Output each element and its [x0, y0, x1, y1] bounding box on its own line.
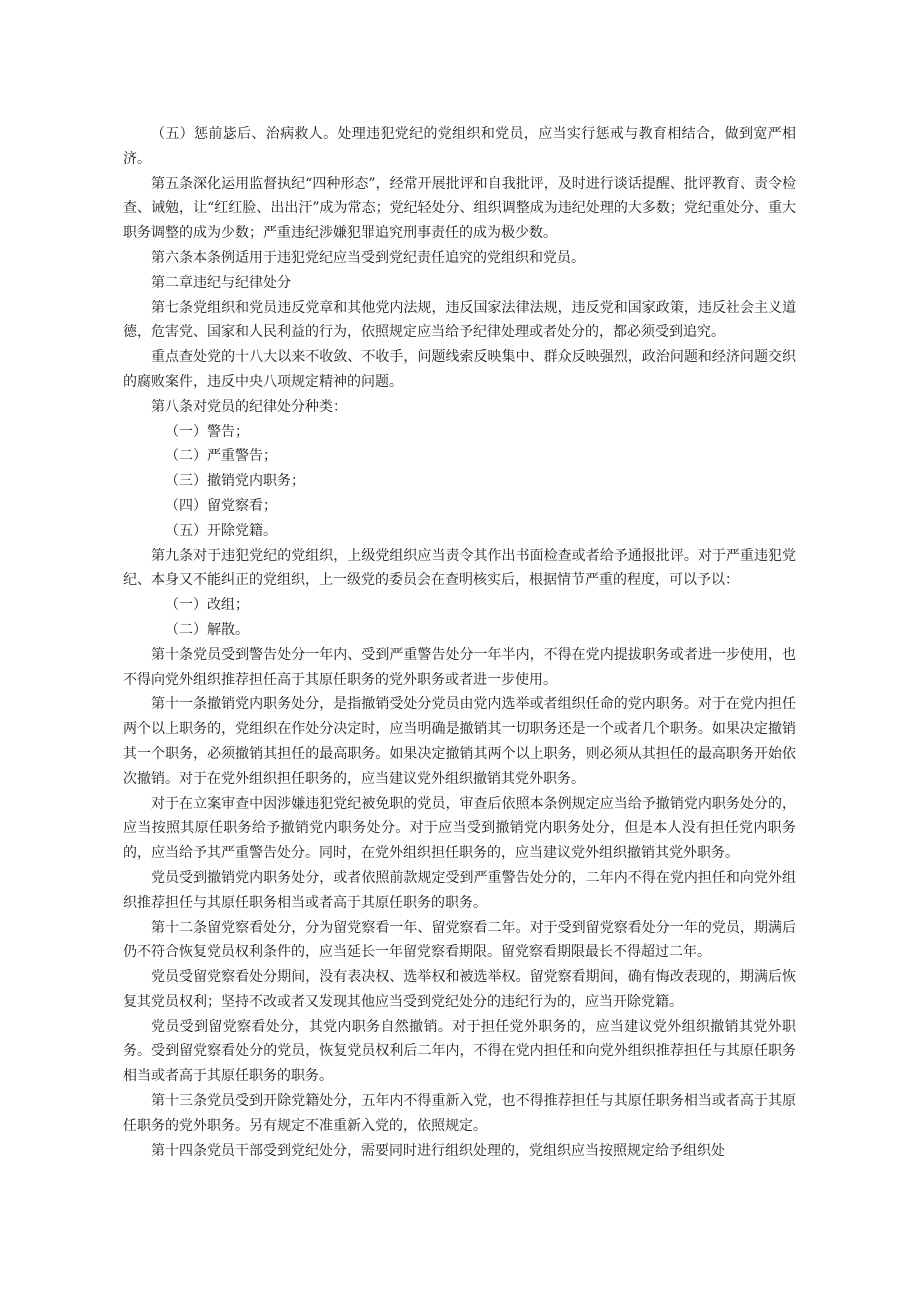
paragraph: 重点查处党的十八大以来不收敛、不收手，问题线索反映集中、群众反映强烈，政治问题和经济问题交织的腐败案件，违反中央八项规定精神的问题。 [123, 349, 796, 390]
paragraph: 党员受留党察看处分期间，没有表决权、选举权和被选举权。留党察看期间，确有悔改表现的，期满后恢复其党员权利；坚持不改或者又发现其他应当受到党纪处分的违纪行为的，应当开除党籍。 [123, 969, 796, 1010]
paragraph: 党员受到留党察看处分，其党内职务自然撤销。对于担任党外职务的，应当建议党外组织撤销其党外职务。受到留党察看处分的党员，恢复党员权利后二年内，不得在党内担任和向党外组织推荐担任与其原任职务相当或者高于其原任职务的职务。 [123, 1018, 796, 1085]
paragraph: 第十一条撤销党内职务处分，是指撤销受处分党员由党内选举或者组织任命的党内职务。对于在党内担任两个以上职务的，党组织在作处分决定时，应当明确是撤销其一切职务还是一个或者几个职务。如果决定撤销其一个职务，必须撤销其担任的最高职务。如果决定撤销其两个以上职务，则必须从其担任的最高职务开始依次撤销。对于在党外组织担任职务的，应当建议党外组织撤销其党外职务。 [123, 696, 796, 787]
paragraph: 第七条党组织和党员违反党章和其他党内法规，违反国家法律法规，违反党和国家政策，违反社会主义道德，危害党、国家和人民利益的行为，依照规定应当给予纪律处理或者处分的，都必须受到追究。 [123, 299, 796, 341]
list-item: （五）开除党籍。 [165, 522, 277, 539]
list-item: （一）警告； [165, 423, 249, 440]
paragraph: 第六条本条例适用于违犯党纪应当受到党纪责任追究的党组织和党员。 [151, 249, 585, 266]
paragraph: 第十条党员受到警告处分一年内、受到严重警告处分一年半内，不得在党内提拔职务或者进一步使用，也不得向党外组织推荐担任高于其原任职务的党外职务或者进一步使用。 [123, 646, 796, 688]
list-item: （三）撤销党内职务； [165, 473, 305, 490]
list-item: （一）改组； [165, 597, 249, 614]
paragraph: 第十二条留党察看处分，分为留党察看一年、留党察看二年。对于受到留党察看处分一年的党员，期满后仍不符合恢复党员权利条件的，应当延长一年留党察看期限。留党察看期限最长不得超过二年。 [123, 919, 796, 961]
paragraph: 第九条对于违犯党纪的党组织，上级党组织应当责令其作出书面检查或者给予通报批评。对于严重违犯党纪、本身又不能纠正的党组织，上一级党的委员会在查明核实后，根据情节严重的程度，可以予以： [123, 547, 796, 589]
paragraph: 第十三条党员受到开除党籍处分，五年内不得重新入党，也不得推荐担任与其原任职务相当或者高于其原任职务的党外职务。另有规定不准重新入党的，依照规定。 [123, 1093, 796, 1134]
document-body [123, 122, 796, 1163]
paragraph: 党员受到撤销党内职务处分，或者依照前款规定受到严重警告处分的，二年内不得在党内担任和向党外组织推荐担任与其原任职务相当或者高于其原任职务的职务。 [123, 869, 796, 911]
paragraph: 第八条对党员的纪律处分种类： [151, 398, 347, 415]
paragraph: 第五条深化运用监督执纪“四种形态”，经常开展批评和自我批评，及时进行谈话提醒、批评教育、责令检查、诫勉，让“红红脸、出出汗”成为常态；党纪轻处分、组织调整成为违纪处理的大多数；党纪重处分、重大职务调整的成为少数；严重违纪涉嫌犯罪追究刑事责任的成为极少数。 [123, 175, 796, 242]
list-item: （四）留党察看； [165, 497, 277, 514]
paragraph: 对于在立案审查中因涉嫌违犯党纪被免职的党员，审查后依照本条例规定应当给予撤销党内职务处分的，应当按照其原任职务给予撤销党内职务处分。对于应当受到撤销党内职务处分，但是本人没有担任党内职务的，应当给予其严重警告处分。同时，在党外组织担任职务的，应当建议党外组织撤销其党外职务。 [123, 795, 796, 862]
paragraph: （五）惩前毖后、治病救人。处理违犯党纪的党组织和党员，应当实行惩戒与教育相结合，做到宽严相济。 [123, 126, 796, 167]
paragraph: 第十四条党员干部受到党纪处分，需要同时进行组织处理的，党组织应当按照规定给予组织处 [151, 1142, 725, 1159]
chapter-heading: 第二章违纪与纪律处分 [151, 274, 291, 291]
list-item: （二）严重警告； [165, 448, 277, 465]
list-item: （二）解散。 [165, 621, 249, 638]
